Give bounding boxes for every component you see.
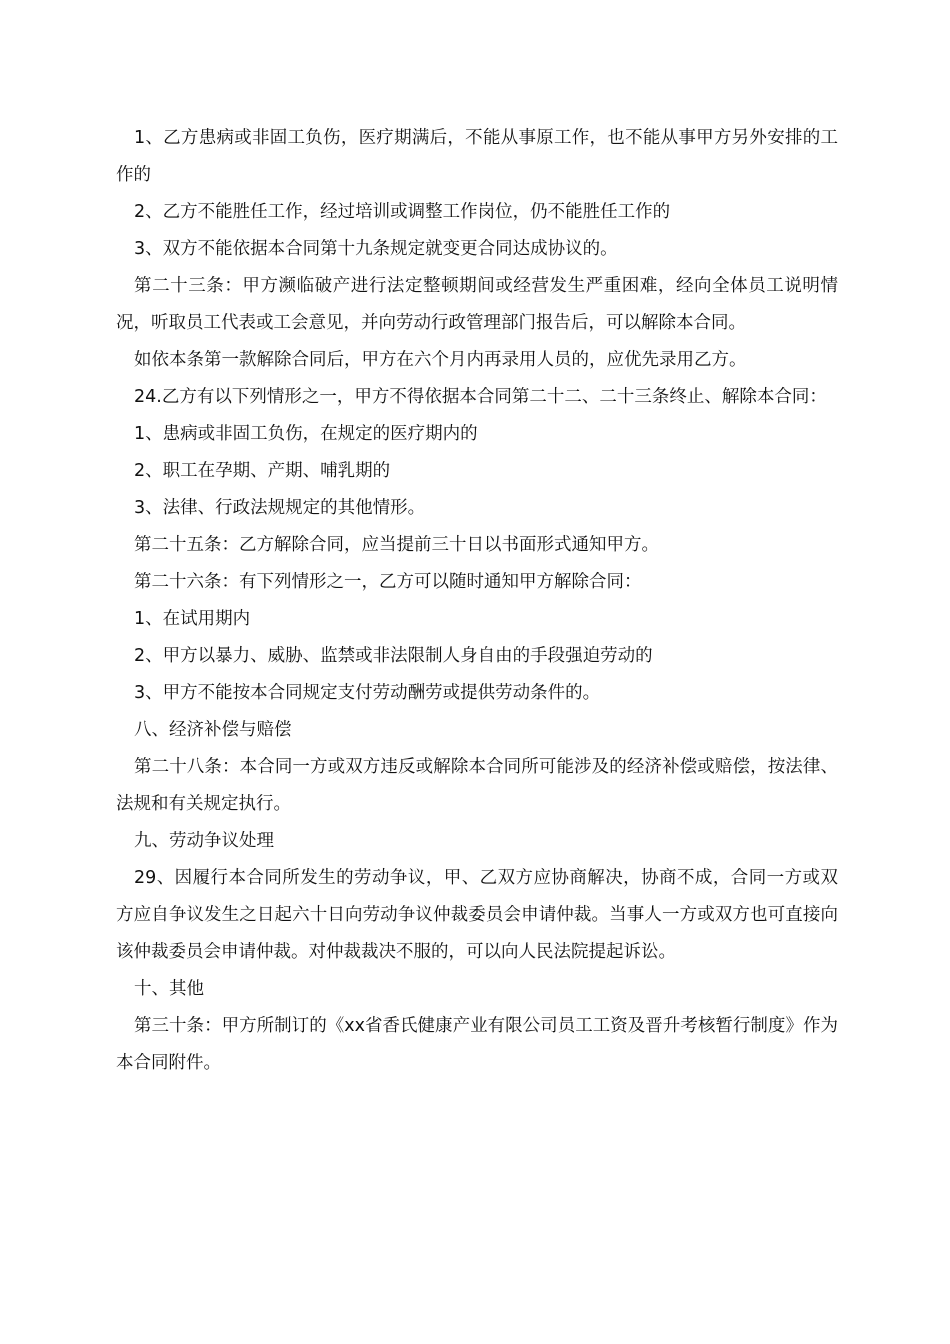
paragraph: 1、在试用期内	[134, 609, 251, 629]
paragraph: 如依本条第一款解除合同后，甲方在六个月内再录用人员的，应优先录用乙方。	[134, 350, 747, 370]
paragraph: 2、职工在孕期、产期、哺乳期的	[134, 461, 391, 481]
paragraph: 2、乙方不能胜任工作，经过培训或调整工作岗位，仍不能胜任工作的	[134, 202, 671, 222]
paragraph: 第二十六条：有下列情形之一，乙方可以随时通知甲方解除合同：	[134, 572, 642, 592]
section-heading: 九、劳动争议处理	[134, 831, 274, 851]
paragraph: 第二十八条：本合同一方或双方违反或解除本合同所可能涉及的经济补偿或赔偿，按法律、法规和有关规定执行。	[116, 757, 838, 814]
paragraph: 29、因履行本合同所发生的劳动争议，甲、乙双方应协商解决，协商不成，合同一方或双方应自争议发生之日起六十日向劳动争议仲裁委员会申请仲裁。当事人一方或双方也可直接向该仲裁委员会申请仲裁。对仲裁裁决不服的，可以向人民法院提起诉讼。	[116, 868, 838, 962]
section-heading: 十、其他	[134, 979, 204, 999]
paragraph: 24.乙方有以下列情形之一，甲方不得依据本合同第二十二、二十三条终止、解除本合同：	[134, 387, 827, 407]
document-page	[116, 120, 838, 1082]
paragraph: 1、乙方患病或非固工负伤，医疗期满后，不能从事原工作，也不能从事甲方另外安排的工作的	[116, 128, 838, 185]
paragraph: 第二十五条：乙方解除合同，应当提前三十日以书面形式通知甲方。	[134, 535, 659, 555]
section-heading: 八、经济补偿与赔偿	[134, 720, 292, 740]
paragraph: 3、法律、行政法规规定的其他情形。	[134, 498, 426, 518]
paragraph: 第三十条：甲方所制订的《xx省香氏健康产业有限公司员工工资及晋升考核暂行制度》作为本合同附件。	[116, 1016, 838, 1073]
paragraph: 2、甲方以暴力、威胁、监禁或非法限制人身自由的手段强迫劳动的	[134, 646, 653, 666]
paragraph: 3、甲方不能按本合同规定支付劳动酬劳或提供劳动条件的。	[134, 683, 601, 703]
paragraph: 3、双方不能依据本合同第十九条规定就变更合同达成协议的。	[134, 239, 618, 259]
paragraph: 第二十三条：甲方濒临破产进行法定整顿期间或经营发生严重困难，经向全体员工说明情况，听取员工代表或工会意见，并向劳动行政管理部门报告后，可以解除本合同。	[116, 276, 838, 333]
paragraph: 1、患病或非固工负伤，在规定的医疗期内的	[134, 424, 478, 444]
